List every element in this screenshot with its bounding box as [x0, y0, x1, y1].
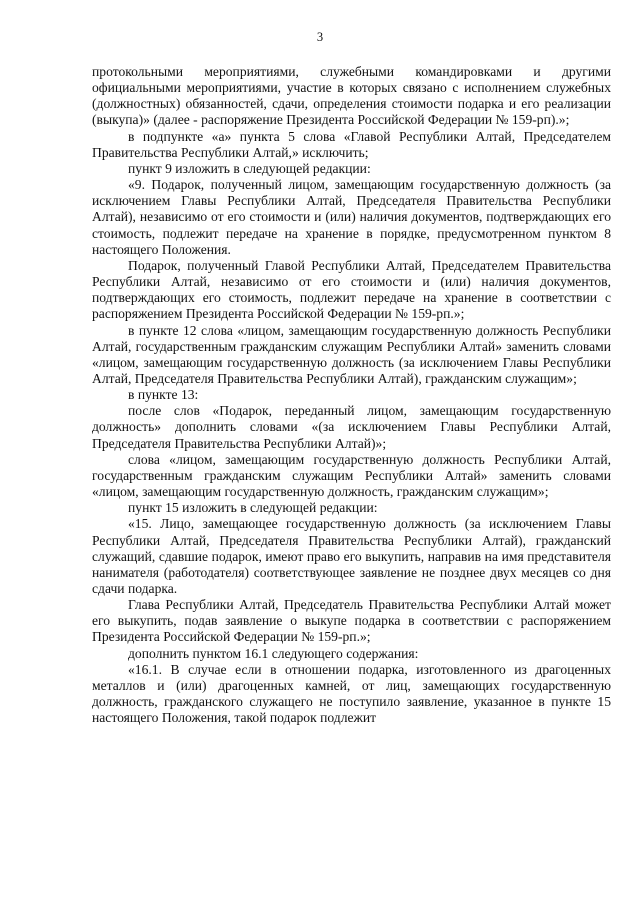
paragraph-amendment-item-5: в подпункте «а» пункта 5 слова «Главой Республики Алтай, Председателем Правительства Республики Алтай,» исключить;: [92, 128, 611, 160]
paragraph-item-13-amendment-1: после слов «Подарок, переданный лицом, замещающим государственную должность» дополнить словами «(за исключением Главы Республики Алтай, Председателя Правительства Республики Алтай)»;: [92, 403, 611, 451]
paragraph-amendment-item-12: в пункте 12 слова «лицом, замещающим государственную должность Республики Алтай, государственным гражданским служащим Республики Алтай» заменить словами «лицом, замещающим государственную должность (за исключением Главы Республики Алтай, Председателя Правительства Республики Алтай), гражданским служащим»;: [92, 322, 611, 386]
paragraph-item-9-text: «9. Подарок, полученный лицом, замещающим государственную должность (за исключением Главы Республики Алтай, Председателя Правительства Республики Алтай), независимо от его стоимости и (или) наличия документов, подтверждающих его стоимость, подлежит передаче на хранение в порядке, предусмотренном пунктом 8 настоящего Положения.: [92, 177, 611, 257]
paragraph-item-15-text: «15. Лицо, замещающее государственную должность (за исключением Главы Республики Алтай, Председателя Правительства Республики Алтай), гражданский служащий, сдавшие подарок, имеют право его выкупить, направив на имя представителя нанимателя (работодателя) соответствующее заявление не позднее двух месяцев со дня сдачи подарка.: [92, 516, 611, 596]
paragraph-item-16-1-intro: дополнить пунктом 16.1 следующего содержания:: [128, 645, 419, 661]
paragraph-item-16-1-text: «16.1. В случае если в отношении подарка, изготовленного из драгоценных металлов и (или) драгоценных камней, от лиц, замещающих государственную должность, гражданского служащего не поступило заявление, указанное в пункте 15 настоящего Положения, такой подарок подлежит: [92, 661, 611, 726]
paragraph-item-15-intro: пункт 15 изложить в следующей редакции:: [128, 500, 378, 516]
page-number: 3: [316, 30, 324, 44]
paragraph-item-15-text-2: Глава Республики Алтай, Председатель Правительства Республики Алтай может его выкупить, подав заявление о выкупе подарка в соответствии с распоряжением Президента Российской Федерации № 159-рп.»;: [92, 597, 611, 645]
paragraph-item-9-text-2: Подарок, полученный Главой Республики Алтай, Председателем Правительства Республики Алтай, независимо от его стоимости и (или) наличия документов, подтверждающих его стоимость, подлежит передаче на хранение в соответствии с распоряжением Президента Российской Федерации № 159-рп.»;: [92, 257, 611, 322]
paragraph-item-13-intro: в пункте 13:: [128, 387, 199, 403]
paragraph-continuation: протокольными мероприятиями, служебными командировками и другими официальными мероприятиями, участие в которых связано с исполнением служебных (должностных) обязанностей, сдачи, определения стоимости подарка и его реализации (выкупа)» (далее - распоряжение Президента Российской Федерации № 159-рп).»;: [92, 64, 611, 128]
paragraph-item-9-intro: пункт 9 изложить в следующей редакции:: [128, 160, 371, 176]
document-body: [92, 64, 611, 726]
paragraph-item-13-amendment-2: слова «лицом, замещающим государственную должность Республики Алтай, государственным гражданским служащим Республики Алтай» заменить словами «лицом, замещающим государственную должность, гражданским служащим»;: [92, 451, 611, 500]
